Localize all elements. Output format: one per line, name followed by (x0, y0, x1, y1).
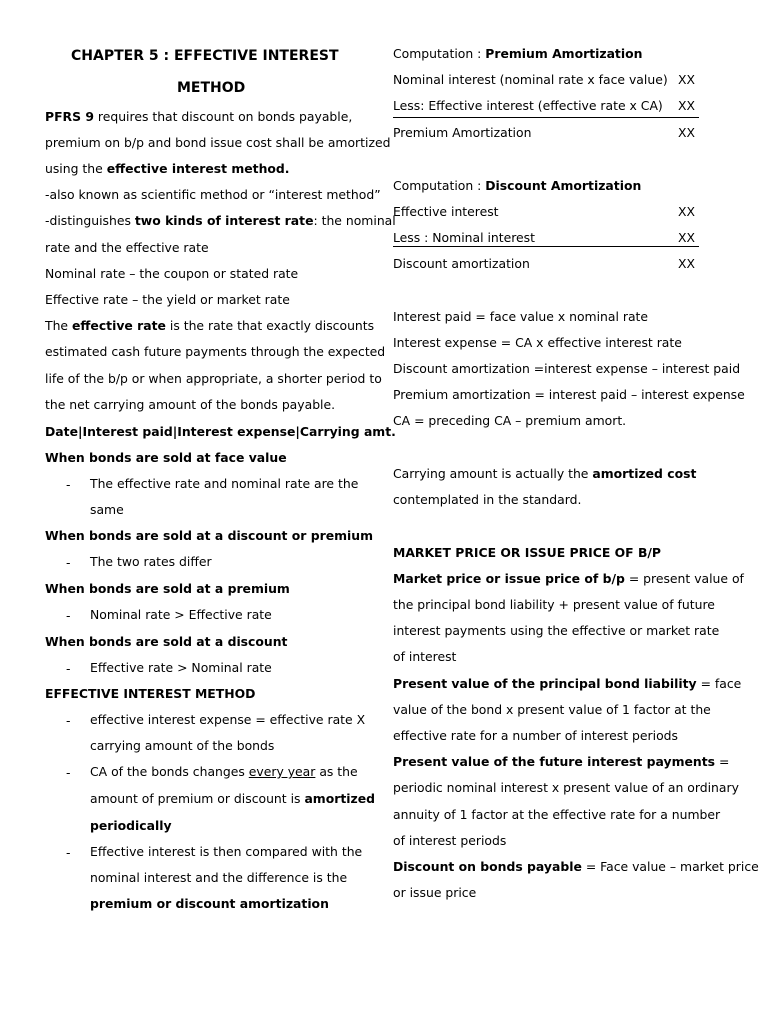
nominal-rate-definition: Nominal rate – the coupon or stated rate (45, 266, 299, 281)
pfrs-label: PFRS 9 (45, 109, 94, 124)
formula-line: CA = preceding CA – premium amort. (393, 413, 627, 428)
paragraph-line (45, 213, 396, 229)
paragraph-line: of interest (393, 649, 457, 664)
list-item-continued: premium or discount amortization (90, 896, 329, 911)
list-item: The two rates differ (90, 554, 212, 569)
list-item: The effective rate and nominal rate are the (90, 476, 359, 491)
text: CA of the bonds changes (90, 764, 249, 779)
text: Computation : (393, 46, 486, 61)
text: amount of premium or discount is (90, 791, 305, 806)
computation-row: Premium Amortization (393, 125, 532, 140)
placeholder-amount: XX (678, 230, 695, 245)
heading-discount-or-premium: When bonds are sold at a discount or premium (45, 528, 374, 543)
pfrs-text: requires that discount on bonds payable, (93, 109, 353, 124)
paragraph-line (393, 676, 741, 692)
paragraph-line (45, 161, 290, 177)
pfrs-paragraph-line1 (45, 109, 352, 125)
list-item (90, 764, 358, 780)
text: Computation : (393, 178, 486, 193)
bold-term: effective rate (71, 318, 166, 333)
text: Carrying amount is actually the (393, 466, 593, 481)
paragraph-line: the net carrying amount of the bonds payable. (45, 397, 336, 412)
paragraph-line: estimated cash future payments through the expected (45, 344, 386, 359)
text: using the (45, 161, 107, 176)
paragraph-line (393, 859, 759, 875)
heading-premium: When bonds are sold at a premium (45, 581, 290, 596)
bold-term: effective interest method. (106, 161, 290, 176)
paragraph-line: of interest periods (393, 833, 507, 848)
bullet-dash: - (66, 765, 71, 780)
bold-term: amortized cost (592, 466, 697, 481)
computation-premium-heading (393, 46, 642, 62)
list-item: same (90, 502, 124, 517)
formula-line: Interest paid = face value x nominal rate (393, 309, 649, 324)
list-item-continued: nominal interest and the difference is the (90, 870, 348, 885)
heading-market-price: MARKET PRICE OR ISSUE PRICE OF B/P (393, 545, 661, 560)
total-underline (393, 246, 699, 247)
placeholder-amount: XX (678, 256, 695, 271)
text: The (45, 318, 72, 333)
text: is the rate that exactly discounts (165, 318, 375, 333)
paragraph-line: life of the b/p or when appropriate, a shorter period to (45, 371, 382, 386)
underlined-text: every year (248, 764, 316, 779)
formula-line: Discount amortization =interest expense – interest paid (393, 361, 741, 376)
text: : the nominal (313, 213, 396, 228)
paragraph-line: or issue price (393, 885, 477, 900)
placeholder-amount: XX (678, 204, 695, 219)
computation-row: Less : Nominal interest (393, 230, 535, 245)
computation-row: Nominal interest (nominal rate x face value) (393, 72, 668, 87)
bold-term: Discount on bonds payable (393, 859, 582, 874)
list-item: Nominal rate > Effective rate (90, 607, 272, 622)
paragraph-line: periodic nominal interest x present value of an ordinary (393, 780, 739, 795)
paragraph-line (45, 318, 374, 334)
computation-row: Less: Effective interest (effective rate x CA) (393, 98, 663, 113)
bullet-dash: - (66, 477, 71, 492)
bullet-dash: - (66, 713, 71, 728)
bold-term: Premium Amortization (485, 46, 643, 61)
heading-discount: When bonds are sold at a discount (45, 634, 288, 649)
list-item-continued (90, 791, 375, 807)
text: = Face value – market price (581, 859, 759, 874)
bold-term: Discount Amortization (485, 178, 642, 193)
paragraph-line: premium on b/p and bond issue cost shall be amortized (45, 135, 391, 150)
paragraph-line: interest payments using the effective or market rate (393, 623, 720, 638)
text: = present value of (624, 571, 744, 586)
text: -distinguishes (45, 213, 135, 228)
paragraph-line (393, 754, 729, 770)
heading-face-value: When bonds are sold at face value (45, 450, 287, 465)
computation-row: Effective interest (393, 204, 499, 219)
text: = (715, 754, 730, 769)
bullet-dash: - (66, 845, 71, 860)
carrying-amount-note-continued: contemplated in the standard. (393, 492, 582, 507)
text: as the (315, 764, 358, 779)
bold-term: amortized (304, 791, 375, 806)
chapter-title-line2: METHOD (177, 80, 246, 96)
list-item: Effective rate > Nominal rate (90, 660, 272, 675)
effective-rate-definition: Effective rate – the yield or market rate (45, 292, 290, 307)
paragraph-line (393, 571, 744, 587)
list-item-continued: periodically (90, 818, 172, 833)
computation-row: Discount amortization (393, 256, 530, 271)
list-item-continued: carrying amount of the bonds (90, 738, 275, 753)
paragraph-line: effective rate for a number of interest periods (393, 728, 678, 743)
computation-discount-heading (393, 178, 641, 194)
paragraph-line: annuity of 1 factor at the effective rate for a number (393, 807, 721, 822)
formula-line: Premium amortization = interest paid – interest expense (393, 387, 745, 402)
heading-effective-interest-method: EFFECTIVE INTEREST METHOD (45, 686, 256, 701)
total-underline (393, 117, 699, 118)
text: = face (696, 676, 742, 691)
list-item: effective interest expense = effective rate X (90, 712, 366, 727)
carrying-amount-note (393, 466, 696, 482)
paragraph-line: rate and the effective rate (45, 240, 209, 255)
paragraph-line: value of the bond x present value of 1 factor at the (393, 702, 711, 717)
bullet-dash: - (66, 661, 71, 676)
list-item: Effective interest is then compared with the (90, 844, 363, 859)
chapter-title-line1: CHAPTER 5 : EFFECTIVE INTEREST (71, 48, 339, 64)
formula-line: Interest expense = CA x effective interest rate (393, 335, 682, 350)
bold-term: Market price or issue price of b/p (393, 571, 625, 586)
bold-term: two kinds of interest rate (134, 213, 314, 228)
bullet-dash: - (66, 608, 71, 623)
bold-term: Present value of the future interest payments (393, 754, 715, 769)
bold-term: Present value of the principal bond liability (393, 676, 697, 691)
placeholder-amount: XX (678, 72, 695, 87)
placeholder-amount: XX (678, 98, 695, 113)
bullet-dash: - (66, 555, 71, 570)
paragraph-line: -also known as scientific method or “interest method” (45, 187, 381, 202)
placeholder-amount: XX (678, 125, 695, 140)
table-headings-line: Date|Interest paid|Interest expense|Carrying amt. (45, 424, 396, 439)
paragraph-line: the principal bond liability + present value of future (393, 597, 715, 612)
